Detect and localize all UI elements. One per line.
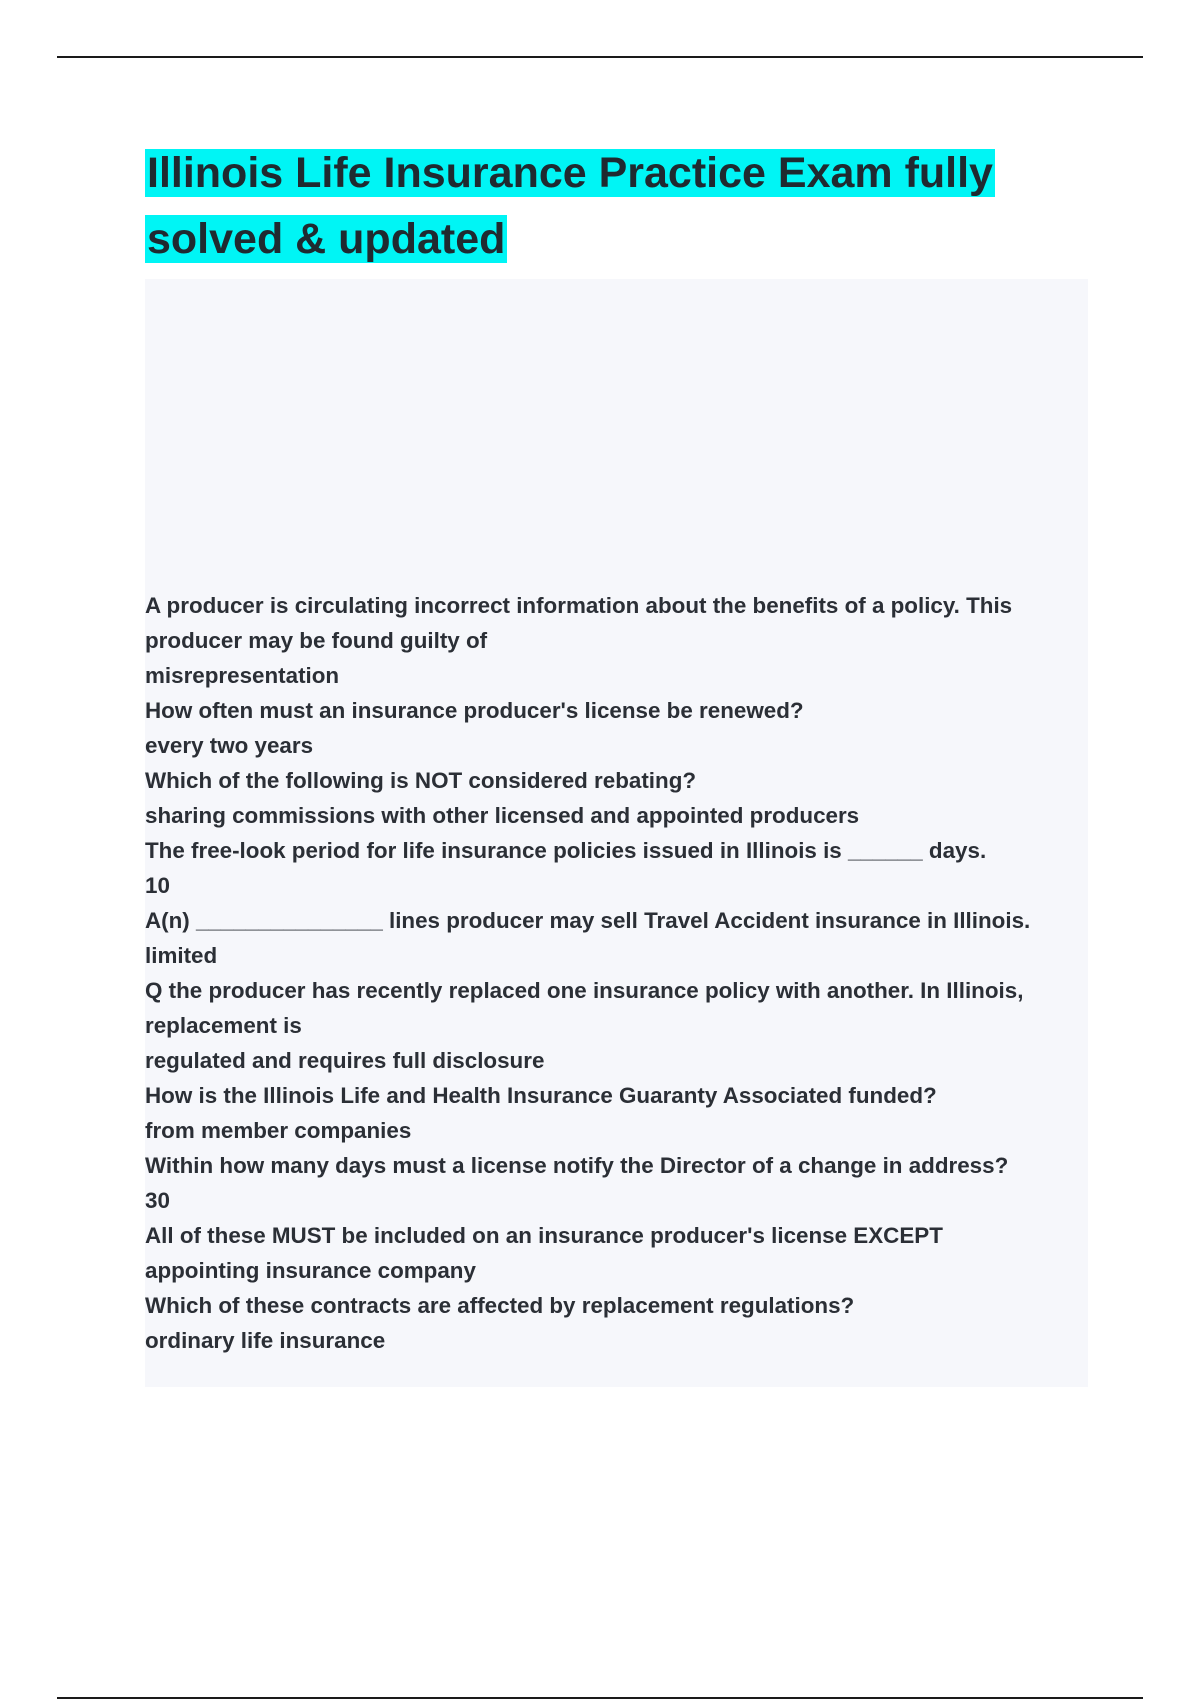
qa-item — [145, 588, 1088, 693]
qa-item — [145, 973, 1088, 1078]
answer-text: limited — [145, 943, 218, 968]
bottom-rule — [57, 1697, 1143, 1699]
answer-text: 30 — [145, 1188, 170, 1213]
answer-text: from member companies — [145, 1118, 412, 1143]
answer-text: misrepresentation — [145, 663, 340, 688]
question-text: All of these MUST be included on an insurance producer's license EXCEPT — [145, 1223, 943, 1248]
question-text: Q the producer has recently replaced one insurance policy with another. In Illinois, replacement is — [145, 978, 1024, 1038]
document-title-text: Illinois Life Insurance Practice Exam fully solved & updated — [147, 149, 993, 263]
qa-item — [145, 1148, 1088, 1218]
question-text: Within how many days must a license notify the Director of a change in address? — [145, 1153, 1009, 1178]
answer-text: every two years — [145, 733, 314, 758]
answer-text: sharing commissions with other licensed and appointed producers — [145, 803, 860, 828]
qa-item — [145, 763, 1088, 833]
qa-item — [145, 1288, 1088, 1358]
question-text: How is the Illinois Life and Health Insurance Guaranty Associated funded? — [145, 1083, 937, 1108]
document-title — [145, 140, 1085, 272]
question-text: A producer is circulating incorrect information about the benefits of a policy. This producer may be found guilty of — [145, 593, 1013, 653]
question-text: A(n) _______________ lines producer may sell Travel Accident insurance in Illinois. — [145, 908, 1031, 933]
answer-text: 10 — [145, 873, 170, 898]
answer-text: regulated and requires full disclosure — [145, 1048, 545, 1073]
qa-item — [145, 833, 1088, 903]
qa-item — [145, 1078, 1088, 1148]
top-rule — [57, 56, 1143, 58]
question-text: The free-look period for life insurance policies issued in Illinois is ______ days. — [145, 838, 987, 863]
question-text: Which of the following is NOT considered rebating? — [145, 768, 697, 793]
question-text: How often must an insurance producer's license be renewed? — [145, 698, 804, 723]
qa-item — [145, 1218, 1088, 1288]
answer-text: ordinary life insurance — [145, 1328, 386, 1353]
qa-item — [145, 903, 1088, 973]
answer-text: appointing insurance company — [145, 1258, 476, 1283]
question-text: Which of these contracts are affected by replacement regulations? — [145, 1293, 855, 1318]
qa-list — [145, 588, 1088, 1358]
qa-item — [145, 693, 1088, 763]
